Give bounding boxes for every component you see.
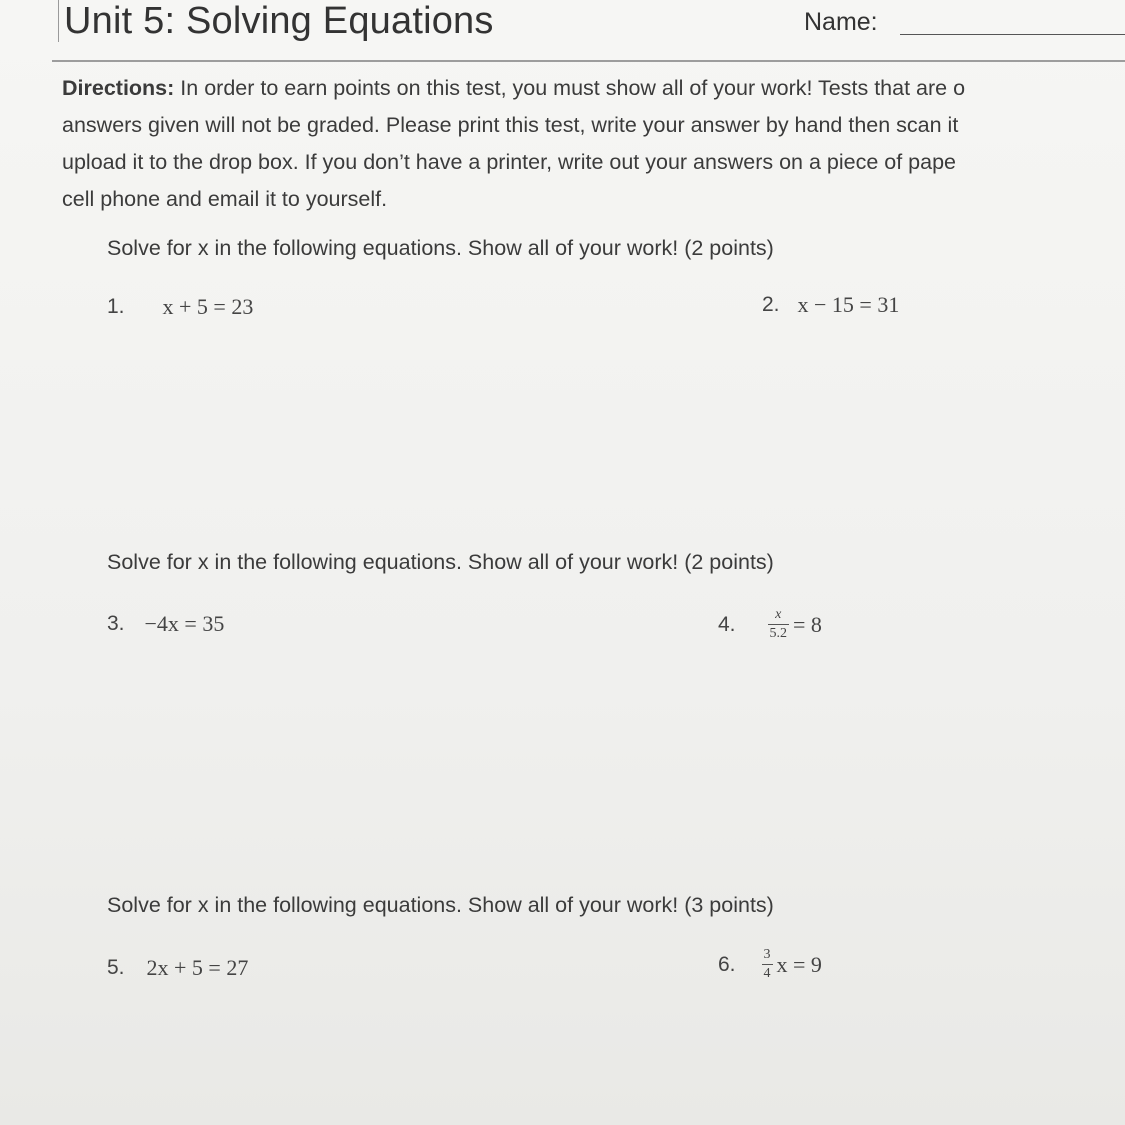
problem-6 <box>718 948 822 981</box>
directions-block <box>62 70 1125 218</box>
fraction <box>762 948 773 981</box>
problem-number: 3. <box>107 612 125 635</box>
directions-line <box>62 70 1125 107</box>
fraction <box>768 608 790 641</box>
problem-3 <box>107 611 224 637</box>
fraction-denominator: 5.2 <box>769 626 788 641</box>
name-blank-line <box>900 34 1125 35</box>
margin-line <box>58 0 59 42</box>
directions-heading: Directions: <box>62 76 175 100</box>
directions-line: answers given will not be graded. Please print this test, write your answer by hand then scan it <box>62 113 959 137</box>
problem-number: 1. <box>107 295 125 318</box>
problem-number: 4. <box>718 612 736 636</box>
directions-text: In order to earn points on this test, you must show all of your work! Tests that are o <box>180 76 966 100</box>
fraction-bar <box>762 964 773 965</box>
section-1-prompt: Solve for x in the following equations. Show all of your work! (2 points) <box>107 236 774 260</box>
problem-4 <box>718 608 822 641</box>
section-2-prompt: Solve for x in the following equations. Show all of your work! (2 points) <box>107 550 774 574</box>
problem-5 <box>107 955 248 981</box>
fraction-numerator: 3 <box>763 947 771 962</box>
problem-equation: 2x + 5 = 27 <box>146 955 249 980</box>
header-divider <box>52 60 1125 62</box>
problem-equation: −4x = 35 <box>144 611 225 636</box>
name-label: Name: <box>804 8 878 36</box>
problem-equation-rest: = 8 <box>793 611 822 637</box>
fraction-denominator: 4 <box>763 966 771 981</box>
fraction-numerator: x <box>775 607 782 622</box>
directions-line: upload it to the drop box. If you don’t have a printer, write out your answers on a piece of pape <box>62 150 957 174</box>
problem-1 <box>107 294 253 320</box>
problem-equation-rest: x = 9 <box>776 951 822 977</box>
problem-number: 2. <box>762 293 780 316</box>
problem-equation: x + 5 = 23 <box>162 294 254 319</box>
section-3-prompt: Solve for x in the following equations. Show all of your work! (3 points) <box>107 893 774 917</box>
directions-line: cell phone and email it to yourself. <box>62 187 388 211</box>
problem-2 <box>762 292 899 318</box>
problem-number: 5. <box>107 956 125 979</box>
fraction-bar <box>768 624 790 625</box>
problem-number: 6. <box>718 952 736 976</box>
page-title: Unit 5: Solving Equations <box>64 0 494 42</box>
problem-equation: x − 15 = 31 <box>797 292 900 317</box>
